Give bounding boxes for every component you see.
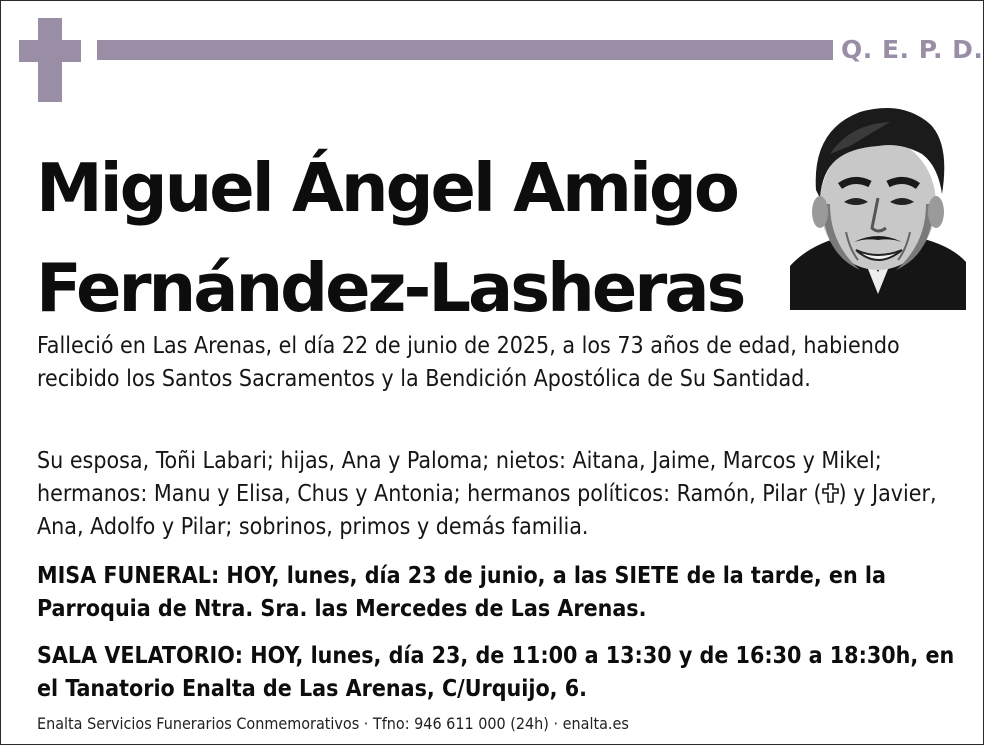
deceased-cross-icon (822, 480, 839, 500)
death-notice-paragraph: Falleció en Las Arenas, el día 22 de junio de 2025, a los 73 años de edad, habiendo recibido los Santos Sacramentos y la Bendición Apostólica de Su Santidad. (37, 333, 900, 392)
name-line-1: Miguel Ángel Amigo (36, 149, 737, 227)
family-paragraph (37, 445, 967, 544)
wake-room-paragraph: SALA VELATORIO: HOY, lunes, día 23, de 11:00 a 13:30 y de 16:30 a 18:30h, en el Tanatorio Enalta de Las Arenas, C/Urquijo, 6. (37, 643, 955, 702)
header-divider-bar (97, 40, 833, 60)
portrait-photo (790, 94, 966, 310)
family-text-part-1: Su esposa, Toñi Labari; hijas, Ana y Paloma; nietos: Aitana, Jaime, Marcos y Mikel; hermanos: Manu y Elisa, Chus y Antonia; hermanos políticos: Ramón, Pilar ( (37, 448, 882, 507)
funeral-home-footer: Enalta Servicios Funerarios Conmemorativos · Tfno: 946 611 000 (24h) · enalta.es (37, 714, 629, 733)
family-text-part-2: ) y Javier, Ana, Adolfo y Pilar; sobrinos, primos y demás familia. (37, 481, 937, 540)
funeral-mass-paragraph: MISA FUNERAL: HOY, lunes, día 23 de junio, a las SIETE de la tarde, en la Parroquia de Ntra. Sra. las Mercedes de Las Arenas. (37, 563, 886, 622)
qepd-label: Q. E. P. D. (841, 35, 984, 64)
deceased-name (36, 138, 796, 338)
name-line-2: Fernández-Lasheras (36, 249, 744, 327)
